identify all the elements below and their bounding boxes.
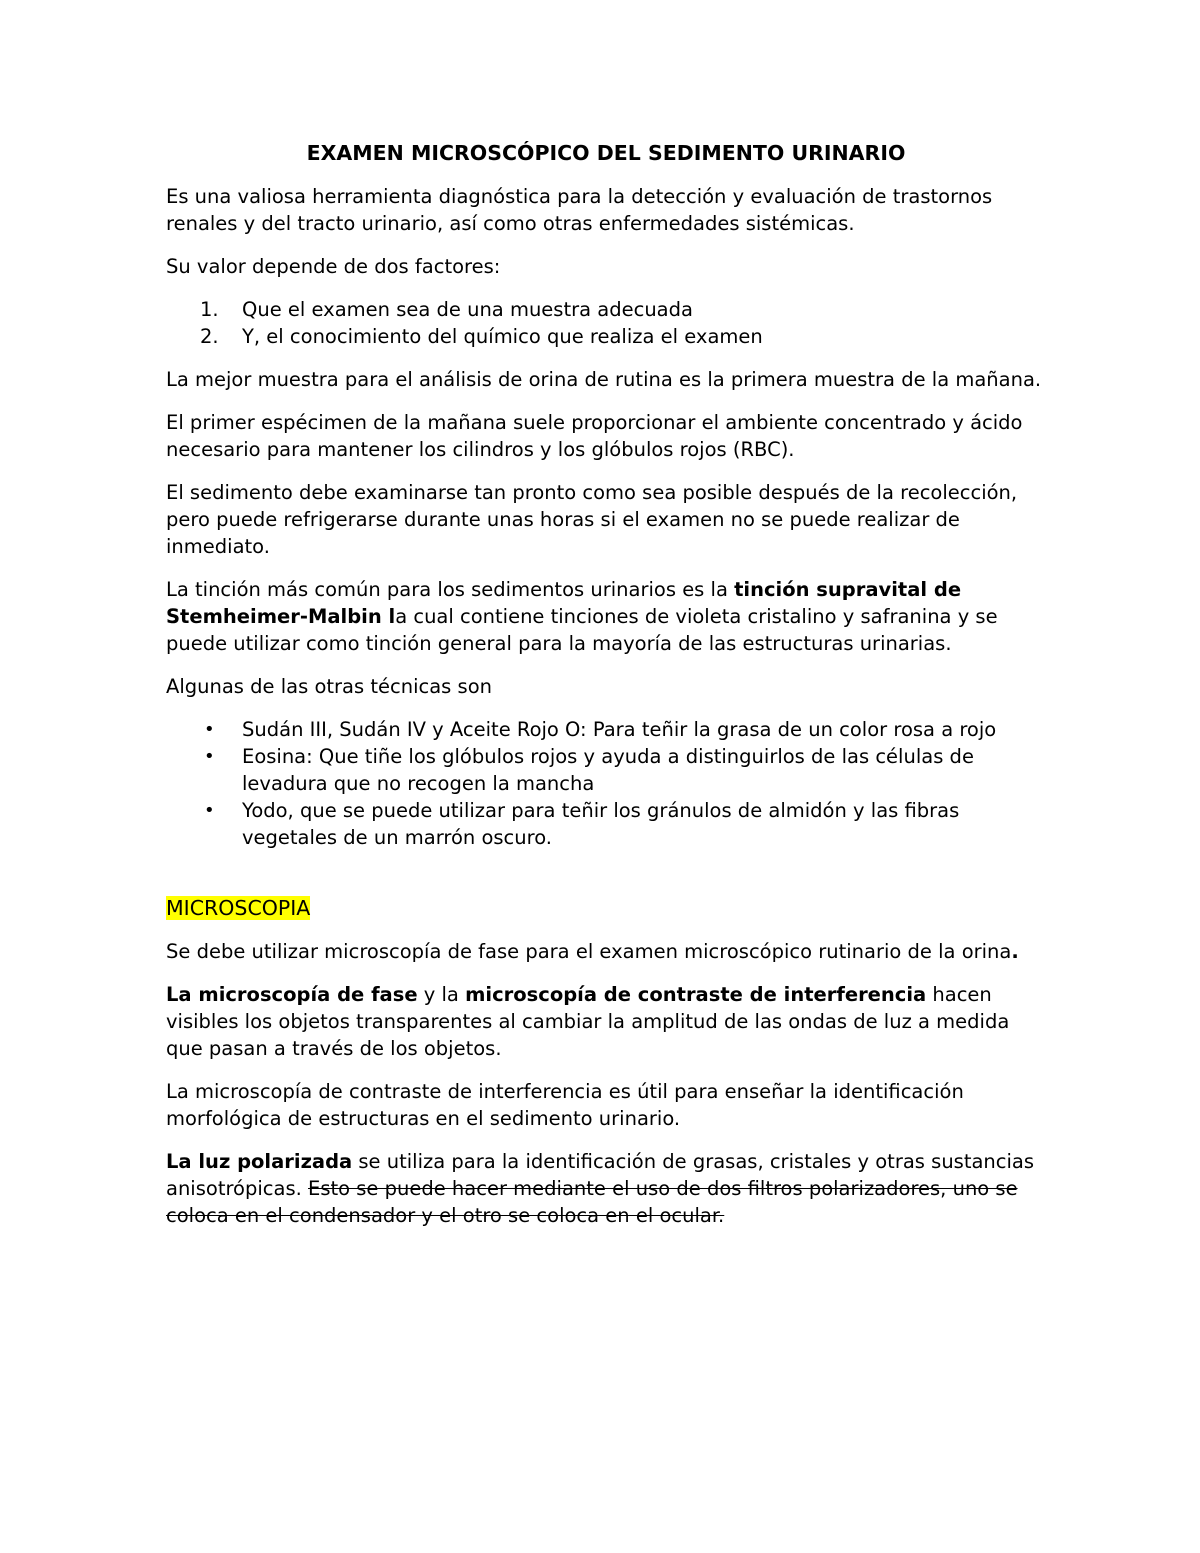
bullet-icon: • — [204, 800, 215, 821]
factors-list — [166, 296, 1046, 350]
techniques-list — [166, 716, 1046, 851]
bullet-icon: • — [204, 719, 215, 740]
polarized-post: se utiliza para la identificación de grasas, cristales y otras sustancias anisotrópicas. — [166, 1150, 1035, 1200]
section-heading: MICROSCOPIA — [166, 896, 311, 920]
intro-paragraph: Es una valiosa herramienta diagnóstica para la detección y evaluación de trastornos renales y del tracto urinario, así como otras enfermedades sistémicas. — [166, 185, 993, 235]
phase-mid: y la — [417, 983, 466, 1006]
stain-paragraph — [166, 576, 1046, 657]
list-item — [166, 743, 1046, 797]
polarized-paragraph — [166, 1148, 1046, 1229]
list-item-text: Eosina: Que tiñe los glóbulos rojos y ayuda a distinguirlos de las células de levadura que no recogen la mancha — [242, 745, 974, 795]
list-item-text: Y, el conocimiento del químico que realiza el examen — [242, 325, 763, 348]
list-number: 1. — [200, 298, 219, 321]
list-item-text: Que el examen sea de una muestra adecuada — [242, 298, 693, 321]
sediment-paragraph: El sedimento debe examinarse tan pronto como sea posible después de la recolección, pero puede refrigerarse durante unas horas si el examen no se puede realizar de inmediato. — [166, 481, 1018, 558]
list-item — [166, 323, 1046, 350]
polarized-bold: La luz polarizada — [166, 1150, 353, 1173]
stain-name-bold: tinción supravital de Stemheimer-Malbin l — [166, 578, 962, 628]
polarized-strikethrough: Esto se puede hacer mediante el uso de dos filtros polarizadores, uno se coloca en el condensador y el otro se coloca en el ocular. — [166, 1177, 1018, 1227]
list-item-text: Yodo, que se puede utilizar para teñir los gránulos de almidón y las fibras vegetales de un marrón oscuro. — [242, 799, 960, 849]
list-item-text: Sudán III, Sudán IV y Aceite Rojo O: Para teñir la grasa de un color rosa a rojo — [242, 718, 997, 741]
list-item — [166, 797, 1046, 851]
techniques-intro: Algunas de las otras técnicas son — [166, 675, 492, 698]
bullet-icon: • — [204, 746, 215, 767]
best-sample-paragraph: La mejor muestra para el análisis de orina de rutina es la primera muestra de la mañana. — [166, 368, 1042, 391]
phase-text: Se debe utilizar microscopía de fase para el examen microscópico rutinario de la orina — [166, 940, 1012, 963]
section-heading-line — [166, 895, 1046, 922]
factors-intro: Su valor depende de dos factores: — [166, 255, 501, 278]
phase-bold: La microscopía de fase — [166, 983, 418, 1006]
interference-bold: microscopía de contraste de interferencia — [465, 983, 927, 1006]
stain-text-post: a cual contiene tinciones de violeta cristalino y safranina y se puede utilizar como tinción general para la mayoría de las estructuras urinarias. — [166, 605, 998, 655]
stain-text-pre: La tinción más común para los sedimentos urinarios es la — [166, 578, 735, 601]
phase-interference-paragraph — [166, 981, 1046, 1062]
list-item — [166, 716, 1046, 743]
list-item — [166, 296, 1046, 323]
phase-period: . — [1011, 940, 1019, 963]
document-title: EXAMEN MICROSCÓPICO DEL SEDIMENTO URINARIO — [306, 141, 906, 165]
interference-paragraph: La microscopía de contraste de interferencia es útil para enseñar la identificación morfológica de estructuras en el sedimento urinario. — [166, 1080, 964, 1130]
blank-line — [166, 867, 1046, 895]
document-page — [166, 140, 1046, 1245]
first-specimen-paragraph: El primer espécimen de la mañana suele proporcionar el ambiente concentrado y ácido necesario para mantener los cilindros y los glóbulos rojos (RBC). — [166, 411, 1023, 461]
phase-paragraph — [166, 938, 1046, 965]
phase-interference-post: hacen visibles los objetos transparentes al cambiar la amplitud de las ondas de luz a medida que pasan a través de los objetos. — [166, 983, 1010, 1060]
list-number: 2. — [200, 325, 219, 348]
